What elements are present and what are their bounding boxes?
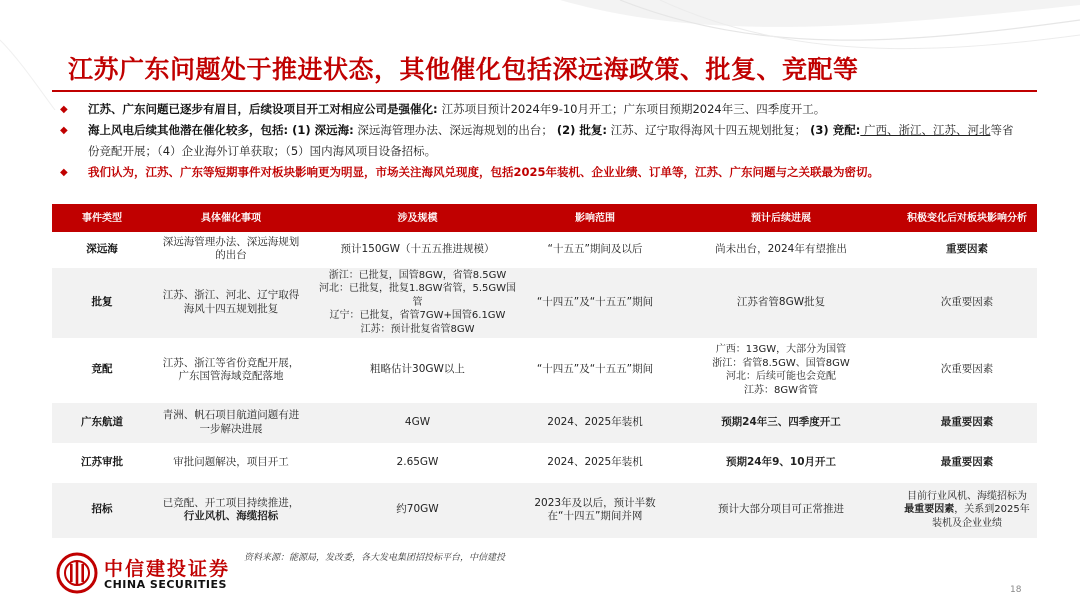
source-note: 资料来源：能源局，发改委，各大发电集团招投标平台，中信建投 xyxy=(244,553,506,563)
cell-scale: 预计150GW（十五五推进规模） xyxy=(310,232,525,267)
cell-impact: 次重要因素 xyxy=(897,267,1037,338)
cell-scale: 约70GW xyxy=(310,482,525,538)
cell-impact: 重要因素 xyxy=(897,232,1037,267)
cell-catalyst: 青洲、帆石项目航道问题有进一步解决进展 xyxy=(152,402,310,443)
cell-scale: 2.65GW xyxy=(310,443,525,482)
cell-progress: 尚未出台，2024年有望推出 xyxy=(665,232,897,267)
cell-scale: 浙江：已批复，国管8GW，省管8.5GW 河北：已批复，批复1.8GW省管，5.5GW国管 辽宁：已批复，省管7GW+国管6.1GW 江苏：预计批复省管8GW xyxy=(310,267,525,338)
diamond-bullet-icon: ◆ xyxy=(60,167,68,178)
bullet-text: 江苏项目预计2024年9-10月开工；广东项目预期2024年三、四季度开工。 xyxy=(441,102,826,116)
column-header: 影响范围 xyxy=(525,204,665,232)
catalyst-text: 已竞配、开工项目持续推进， xyxy=(162,496,300,509)
column-header: 积极变化后对板块影响分析 xyxy=(897,204,1037,232)
impact-text: 目前行业风机、海缆招标为 xyxy=(907,490,1027,502)
cell-scope: 2024、2025年装机 xyxy=(525,402,665,443)
bullet-list xyxy=(58,99,1018,185)
impact-bold-text: 最重要因素 xyxy=(904,504,955,516)
cell-progress: 江苏省管8GW批复 xyxy=(665,267,897,338)
table-row xyxy=(52,443,1037,482)
cell-scope: 2024、2025年装机 xyxy=(525,443,665,482)
cell-catalyst xyxy=(152,482,310,538)
bullet-text: 深远海管理办法、深远海规划的出台； xyxy=(353,123,553,137)
bullet-text: 等省份竞配开展；（4）企业海外订单获取；（5）国内海风项目设备招标。 xyxy=(88,123,1014,158)
column-header: 事件类型 xyxy=(52,204,152,232)
page-title: 江苏广东问题处于推进状态，其他催化包括深远海政策、批复、竞配等 xyxy=(68,55,859,84)
bullet-item xyxy=(58,99,1018,120)
table-row xyxy=(52,402,1037,443)
column-header: 预计后续进展 xyxy=(665,204,897,232)
bullet-item xyxy=(58,120,1018,162)
bullet-text: 我们认为，江苏、广东等短期事件对板块影响更为明显，市场关注海风兑现度，包括2025年装机、企业业绩、订单等，江苏、广东问题与之关联最为密切。 xyxy=(88,165,879,179)
logo-mark-icon xyxy=(56,552,98,594)
cell-event-type: 招标 xyxy=(52,482,152,538)
catalyst-table xyxy=(52,204,1037,539)
cell-scale: 粗略估计30GW以上 xyxy=(310,338,525,402)
impact-text: ，关系到2025年装机及企业业绩 xyxy=(932,504,1030,529)
page-number: 18 xyxy=(1010,585,1022,595)
column-header: 具体催化事项 xyxy=(152,204,310,232)
bullet-bold-text: 江苏、广东问题已逐步有眉目，后续设项目开工对相应公司是强催化: xyxy=(88,102,442,116)
cell-progress: 预计大部分项目可正常推进 xyxy=(665,482,897,538)
cell-progress: 预期24年三、四季度开工 xyxy=(665,402,897,443)
cell-event-type: 批复 xyxy=(52,267,152,338)
cell-catalyst: 审批问题解决，项目开工 xyxy=(152,443,310,482)
cell-event-type: 广东航道 xyxy=(52,402,152,443)
cell-progress: 预期24年9、10月开工 xyxy=(665,443,897,482)
cell-impact: 最重要因素 xyxy=(897,402,1037,443)
cell-catalyst: 深远海管理办法、深远海规划的出台 xyxy=(152,232,310,267)
bullet-item-highlight xyxy=(58,162,1018,185)
cell-event-type: 江苏审批 xyxy=(52,443,152,482)
cell-impact: 次重要因素 xyxy=(897,338,1037,402)
cell-scope: “十四五”及“十五五”期间 xyxy=(525,338,665,402)
cell-catalyst: 江苏、浙江、河北、辽宁取得海风十四五规划批复 xyxy=(152,267,310,338)
bullet-label: (2) 批复: xyxy=(552,123,608,137)
table-row xyxy=(52,338,1037,402)
catalyst-bold-text: 行业风机、海缆招标 xyxy=(183,510,279,522)
logo-name-zh: 中信建投证券 xyxy=(104,558,231,580)
cell-scope: “十四五”及“十五五”期间 xyxy=(525,267,665,338)
cell-scope: 2023年及以后，预计半数在“十四五”期间并网 xyxy=(525,482,665,538)
bullet-label: (3) 竞配: xyxy=(806,123,861,137)
cell-scale: 4GW xyxy=(310,402,525,443)
cell-impact: 最重要因素 xyxy=(897,443,1037,482)
bullet-underlined-text: 广西、浙江、江苏、河北 xyxy=(860,123,991,137)
cell-scope: “十五五”期间及以后 xyxy=(525,232,665,267)
diamond-bullet-icon: ◆ xyxy=(60,104,68,115)
title-divider xyxy=(52,90,1037,92)
company-logo xyxy=(56,550,236,598)
cell-event-type: 深远海 xyxy=(52,232,152,267)
table-header-row xyxy=(52,204,1037,232)
cell-progress: 广西：13GW，大部分为国管 浙江：省管8.5GW、国管8GW 河北：后续可能也会竞配 江苏：8GW省管 xyxy=(665,338,897,402)
bullet-label: (1) 深远海: xyxy=(288,123,354,137)
logo-name-en: CHINA SECURITIES xyxy=(104,578,227,591)
diamond-bullet-icon: ◆ xyxy=(60,125,68,136)
table-row xyxy=(52,482,1037,538)
table-row xyxy=(52,232,1037,267)
bullet-text: 江苏、辽宁取得海风十四五规划批复； xyxy=(607,123,807,137)
bullet-bold-text: 海上风电后续其他潜在催化较多，包括: xyxy=(88,123,289,137)
table-row xyxy=(52,267,1037,338)
cell-catalyst: 江苏、浙江等省份竞配开展，广东国管海域竞配落地 xyxy=(152,338,310,402)
cell-impact xyxy=(897,482,1037,538)
cell-event-type: 竞配 xyxy=(52,338,152,402)
column-header: 涉及规模 xyxy=(310,204,525,232)
